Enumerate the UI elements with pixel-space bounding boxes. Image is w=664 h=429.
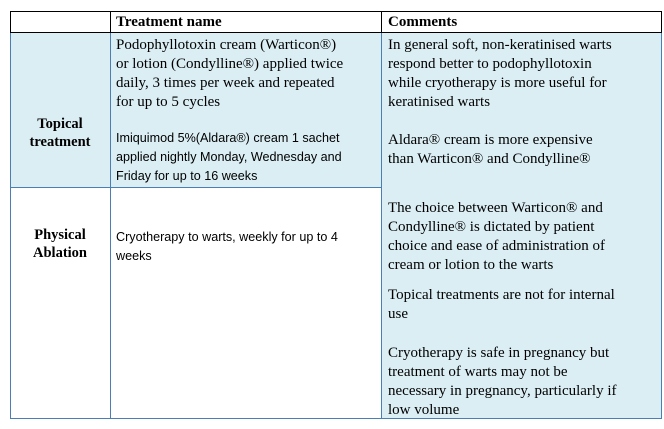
row-label-topical	[10, 115, 110, 151]
grid-col-1	[110, 33, 111, 419]
grid-col-2	[381, 33, 382, 419]
treatment-table	[10, 11, 662, 419]
text-line: choice and ease of administration of	[388, 238, 606, 254]
grid-row-divider	[10, 187, 382, 188]
text-line: while cryotherapy is more useful for	[388, 75, 607, 91]
comment-warts-response	[388, 36, 612, 112]
physical-label-cell	[10, 187, 110, 419]
physical-treatment-cryotherapy	[116, 228, 338, 266]
text-line: for up to 5 cycles	[116, 94, 221, 110]
text-line: or lotion (Condylline®) applied twice	[116, 56, 344, 72]
header-comments: Comments	[388, 14, 458, 30]
text-line: Podophyllotoxin cream (Warticon®)	[116, 37, 337, 53]
text-line: respond better to podophyllotoxin	[388, 56, 592, 72]
text-line: The choice between Warticon® and	[388, 200, 603, 216]
text-line: cream or lotion to the warts	[388, 257, 554, 273]
text-line: daily, 3 times per week and repeated	[116, 75, 335, 91]
text-line: treatment of warts may not be	[388, 364, 568, 380]
row-label-physical-line2: Ablation	[33, 245, 87, 261]
text-line: than Warticon® and Condylline®	[388, 151, 591, 167]
row-label-topical-line2: treatment	[29, 134, 91, 150]
text-line: In general soft, non-keratinised warts	[388, 37, 612, 53]
topical-treatment-imiquimod	[116, 129, 342, 186]
header-left-border	[10, 11, 11, 33]
row-label-topical-line1: Topical	[37, 116, 83, 132]
text-line: low volume	[388, 402, 460, 418]
row-label-physical	[10, 226, 110, 262]
comment-choice	[388, 199, 605, 275]
header-right-border	[661, 11, 662, 33]
topical-label-cell	[10, 33, 110, 187]
comment-aldara-cost	[388, 131, 593, 169]
text-line: weeks	[116, 249, 152, 263]
text-line: applied nightly Monday, Wednesday and	[116, 150, 342, 164]
text-line: Aldara® cream is more expensive	[388, 132, 593, 148]
topical-treatment-podophyllotoxin	[116, 36, 343, 112]
physical-treatment-cell	[110, 187, 382, 419]
grid-right	[661, 33, 662, 419]
text-line: Imiquimod 5%(Aldara®) cream 1 sachet	[116, 131, 340, 145]
header-divider-2	[381, 11, 382, 33]
text-line: necessary in pregnancy, particularly if	[388, 383, 617, 399]
text-line: Friday for up to 16 weeks	[116, 169, 258, 183]
text-line: use	[388, 306, 408, 322]
header-divider-1	[110, 11, 111, 33]
header-treatment-name: Treatment name	[116, 14, 222, 30]
comment-not-internal	[388, 286, 615, 324]
text-line: keratinised warts	[388, 94, 491, 110]
text-line: Cryotherapy to warts, weekly for up to 4	[116, 230, 338, 244]
text-line: Topical treatments are not for internal	[388, 287, 615, 303]
header-top-border	[10, 11, 662, 12]
row-label-physical-line1: Physical	[34, 227, 86, 243]
text-line: Cryotherapy is safe in pregnancy but	[388, 345, 610, 361]
text-line: Condylline® is dictated by patient	[388, 219, 595, 235]
header-bottom-border	[10, 32, 662, 33]
comment-pregnancy	[388, 344, 617, 420]
header-empty	[10, 11, 110, 33]
